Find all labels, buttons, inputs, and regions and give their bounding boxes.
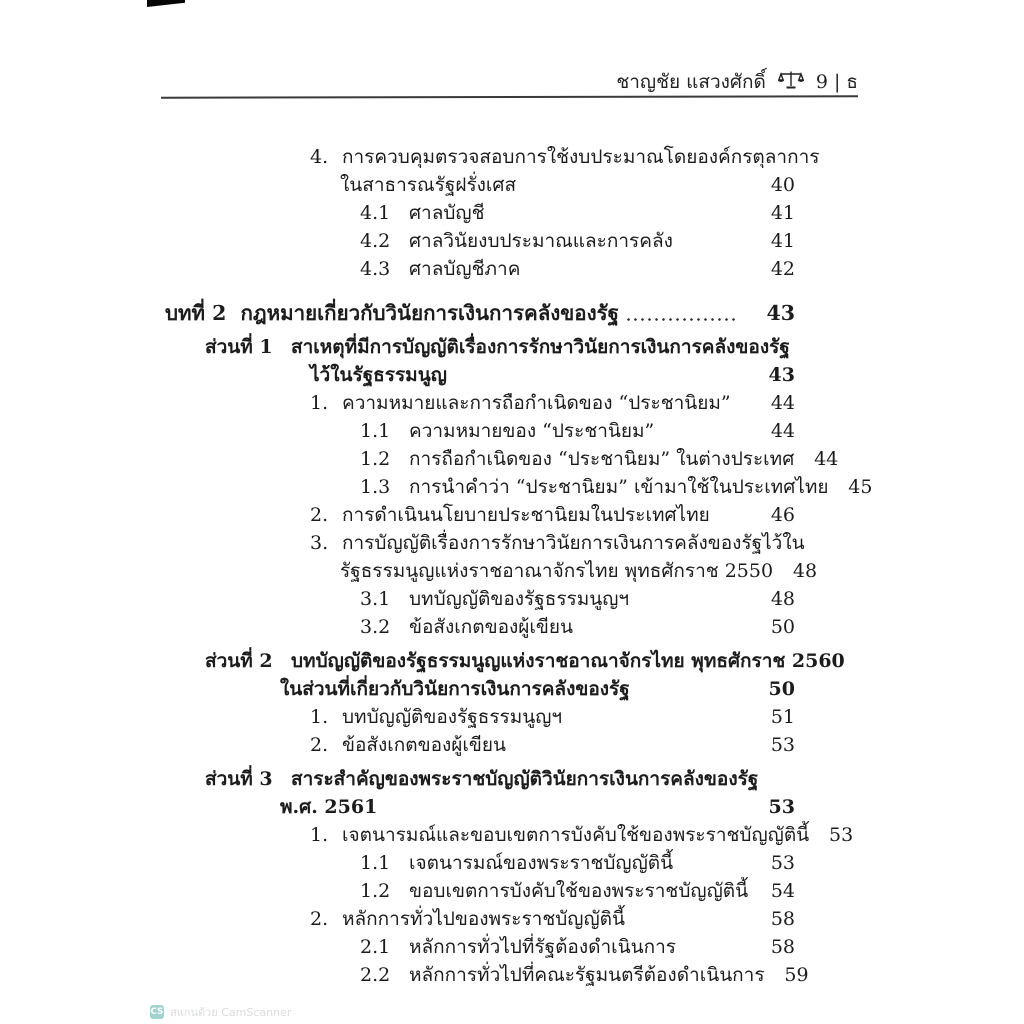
toc-row xyxy=(165,171,795,199)
toc-page-number: 43 xyxy=(768,364,795,386)
toc-entry-title: สาเหตุที่มีการบัญญัติเรื่องการรักษาวินัยการเงินการคลังของรัฐ xyxy=(291,336,790,358)
toc-entry-number: 2. xyxy=(310,734,329,756)
toc-entry-title: ศาลบัญชีภาค xyxy=(409,258,521,280)
toc-entry-number: 1. xyxy=(310,824,329,846)
toc-entry-number: 3.1 xyxy=(360,588,391,610)
toc-entry-title: เจตนารมณ์ของพระราชบัญญัตินี้ xyxy=(409,852,674,874)
toc-entry-title: ความหมายและการถือกำเนิดของ “ประชานิยม” xyxy=(342,392,731,414)
toc-row xyxy=(165,199,795,227)
toc-row xyxy=(165,703,795,731)
toc-entry-number: 2. xyxy=(310,908,329,930)
toc-entry-title: การบัญญัติเรื่องการรักษาวินัยการเงินการคลังของรัฐไว้ใน xyxy=(342,532,805,554)
scales-of-justice-icon xyxy=(778,70,804,95)
toc-page-number: 58 xyxy=(770,936,795,958)
toc-entry-number: 1.1 xyxy=(360,420,391,442)
toc-entry-title: ข้อสังเกตของผู้เขียน xyxy=(342,734,507,756)
toc-row xyxy=(165,501,795,529)
author-name: ชาญชัย แสวงศักดิ์ xyxy=(616,71,766,93)
page-marker: 9 | ธ xyxy=(815,71,858,93)
toc-page-number: 45 xyxy=(848,476,873,498)
toc-row xyxy=(165,143,820,171)
toc-page-number: 48 xyxy=(770,588,795,610)
toc-row xyxy=(165,389,795,417)
toc-row xyxy=(165,445,839,473)
toc-entry-title: บทบัญญัติของรัฐธรรมนูญฯ xyxy=(342,706,563,728)
toc-row xyxy=(165,299,795,327)
toc-entry-number: 2.2 xyxy=(360,964,391,986)
toc-row xyxy=(165,765,795,793)
toc-row xyxy=(165,361,795,389)
toc-row xyxy=(165,255,795,283)
toc-entry-title: ศาลบัญชี xyxy=(409,202,485,224)
toc-row xyxy=(165,933,795,961)
toc-page-number: 44 xyxy=(770,392,795,414)
scan-artifact xyxy=(147,0,185,7)
toc-entry-number: 1. xyxy=(310,392,329,414)
watermark-label: สแกนด้วย CamScanner xyxy=(170,1006,292,1019)
toc-row xyxy=(165,647,845,675)
toc-dot-leader xyxy=(625,315,737,322)
toc-entry-title: ความหมายของ “ประชานิยม” xyxy=(409,420,655,442)
toc-row xyxy=(165,473,873,501)
camscanner-icon: CS xyxy=(150,1007,164,1017)
toc-page-number: 44 xyxy=(770,420,795,442)
toc-row xyxy=(165,821,854,849)
toc-entry-title: รัฐธรรมนูญแห่งราชอาณาจักรไทย พุทธศักราช 2550 xyxy=(340,560,774,582)
toc-entry-number: 2. xyxy=(310,504,329,526)
toc-entry-number: ส่วนที่ 2 xyxy=(205,650,273,672)
toc-entry-number: 4. xyxy=(310,146,329,168)
toc-page-number: 54 xyxy=(770,880,795,902)
header-rule xyxy=(161,95,858,98)
toc-page-number: 41 xyxy=(770,230,795,252)
toc-row xyxy=(165,227,795,255)
toc-page-number: 53 xyxy=(770,734,795,756)
toc-row xyxy=(165,529,805,557)
toc-page-number: 53 xyxy=(828,824,854,846)
toc-row xyxy=(165,731,795,759)
toc-page-number: 43 xyxy=(766,301,795,325)
toc-page-number: 50 xyxy=(768,678,795,700)
camscanner-watermark xyxy=(150,1003,291,1021)
toc-entry-title: ศาลวินัยงบประมาณและการคลัง xyxy=(409,230,673,252)
toc-entry-title: เจตนารมณ์และขอบเขตการบังคับใช้ของพระราชบัญญัตินี้ xyxy=(342,824,810,846)
toc-row xyxy=(165,675,795,703)
toc-entry-title: สาระสำคัญของพระราชบัญญัติวินัยการเงินการคลังของรัฐ xyxy=(291,768,759,790)
toc-entry-number: 1.2 xyxy=(360,880,391,902)
toc-entry-number: 3.2 xyxy=(360,616,391,638)
toc-entry-number: 1.2 xyxy=(360,448,391,470)
toc-entry-title: ในสาธารณรัฐฝรั่งเศส xyxy=(340,174,517,196)
toc-entry-number: 4.2 xyxy=(360,230,391,252)
toc-entry-title: หลักการทั่วไปของพระราชบัญญัตินี้ xyxy=(342,908,626,930)
toc-entry-title: การนำคำว่า “ประชานิยม” เข้ามาใช้ในประเทศไทย xyxy=(409,476,829,498)
toc-entry-title: ขอบเขตการบังคับใช้ของพระราชบัญญัตินี้ xyxy=(409,880,749,902)
toc-entry-title: ข้อสังเกตของผู้เขียน xyxy=(409,616,574,638)
toc-list xyxy=(165,143,873,989)
toc-page-number: 48 xyxy=(792,560,818,582)
toc-entry-title: พ.ศ. 2561 xyxy=(280,796,378,818)
toc-page-number: 40 xyxy=(770,174,795,196)
toc-page-number: 42 xyxy=(770,258,795,280)
page-header xyxy=(616,69,858,95)
toc-row xyxy=(165,849,795,877)
toc-entry-title: ไว้ในรัฐธรรมนูญ xyxy=(310,364,447,386)
toc-page-number: 44 xyxy=(814,448,839,470)
toc-entry-number: ส่วนที่ 3 xyxy=(205,768,273,790)
toc-entry-title: หลักการทั่วไปที่คณะรัฐมนตรีต้องดำเนินการ xyxy=(409,964,765,986)
toc-entry-title: กฎหมายเกี่ยวกับวินัยการเงินการคลังของรัฐ xyxy=(240,301,619,325)
toc-row xyxy=(165,585,795,613)
toc-entry-title: บทบัญญัติของรัฐธรรมนูญแห่งราชอาณาจักรไทย พุทธศักราช 2560 xyxy=(291,650,845,672)
toc-entry-number: บทที่ 2 xyxy=(165,301,227,325)
toc-row xyxy=(165,333,795,361)
toc-page-number: 46 xyxy=(770,504,795,526)
toc-row xyxy=(165,961,809,989)
toc-row xyxy=(165,905,795,933)
toc-row xyxy=(165,793,795,821)
toc-entry-number: 3. xyxy=(310,532,329,554)
toc-entry-number: 1.3 xyxy=(360,476,391,498)
toc-page-number: 58 xyxy=(770,908,795,930)
toc-row xyxy=(165,613,795,641)
toc-entry-title: การควบคุมตรวจสอบการใช้งบประมาณโดยองค์กรตุลาการ xyxy=(342,146,820,168)
toc-row xyxy=(165,877,795,905)
toc-entry-number: 4.1 xyxy=(360,202,391,224)
toc-entry-number: ส่วนที่ 1 xyxy=(205,336,273,358)
toc-row xyxy=(165,417,795,445)
toc-page-number: 59 xyxy=(784,964,809,986)
toc-entry-number: 1.1 xyxy=(360,852,391,874)
toc-page-number: 53 xyxy=(770,852,795,874)
toc-page-number: 50 xyxy=(770,616,795,638)
toc-entry-number: 4.3 xyxy=(360,258,391,280)
toc-page-number: 41 xyxy=(770,202,795,224)
toc-entry-number: 2.1 xyxy=(360,936,391,958)
toc-page-number: 51 xyxy=(770,706,795,728)
toc-entry-title: ในส่วนที่เกี่ยวกับวินัยการเงินการคลังของรัฐ xyxy=(280,678,630,700)
toc-entry-title: การดำเนินนโยบายประชานิยมในประเทศไทย xyxy=(342,504,710,526)
toc-entry-title: บทบัญญัติของรัฐธรรมนูญฯ xyxy=(409,588,630,610)
toc-entry-title: หลักการทั่วไปที่รัฐต้องดำเนินการ xyxy=(409,936,676,958)
toc-row xyxy=(165,557,818,585)
toc-entry-title: การถือกำเนิดของ “ประชานิยม” ในต่างประเทศ xyxy=(409,448,795,470)
toc-page-number: 53 xyxy=(768,796,795,818)
toc-entry-number: 1. xyxy=(310,706,329,728)
